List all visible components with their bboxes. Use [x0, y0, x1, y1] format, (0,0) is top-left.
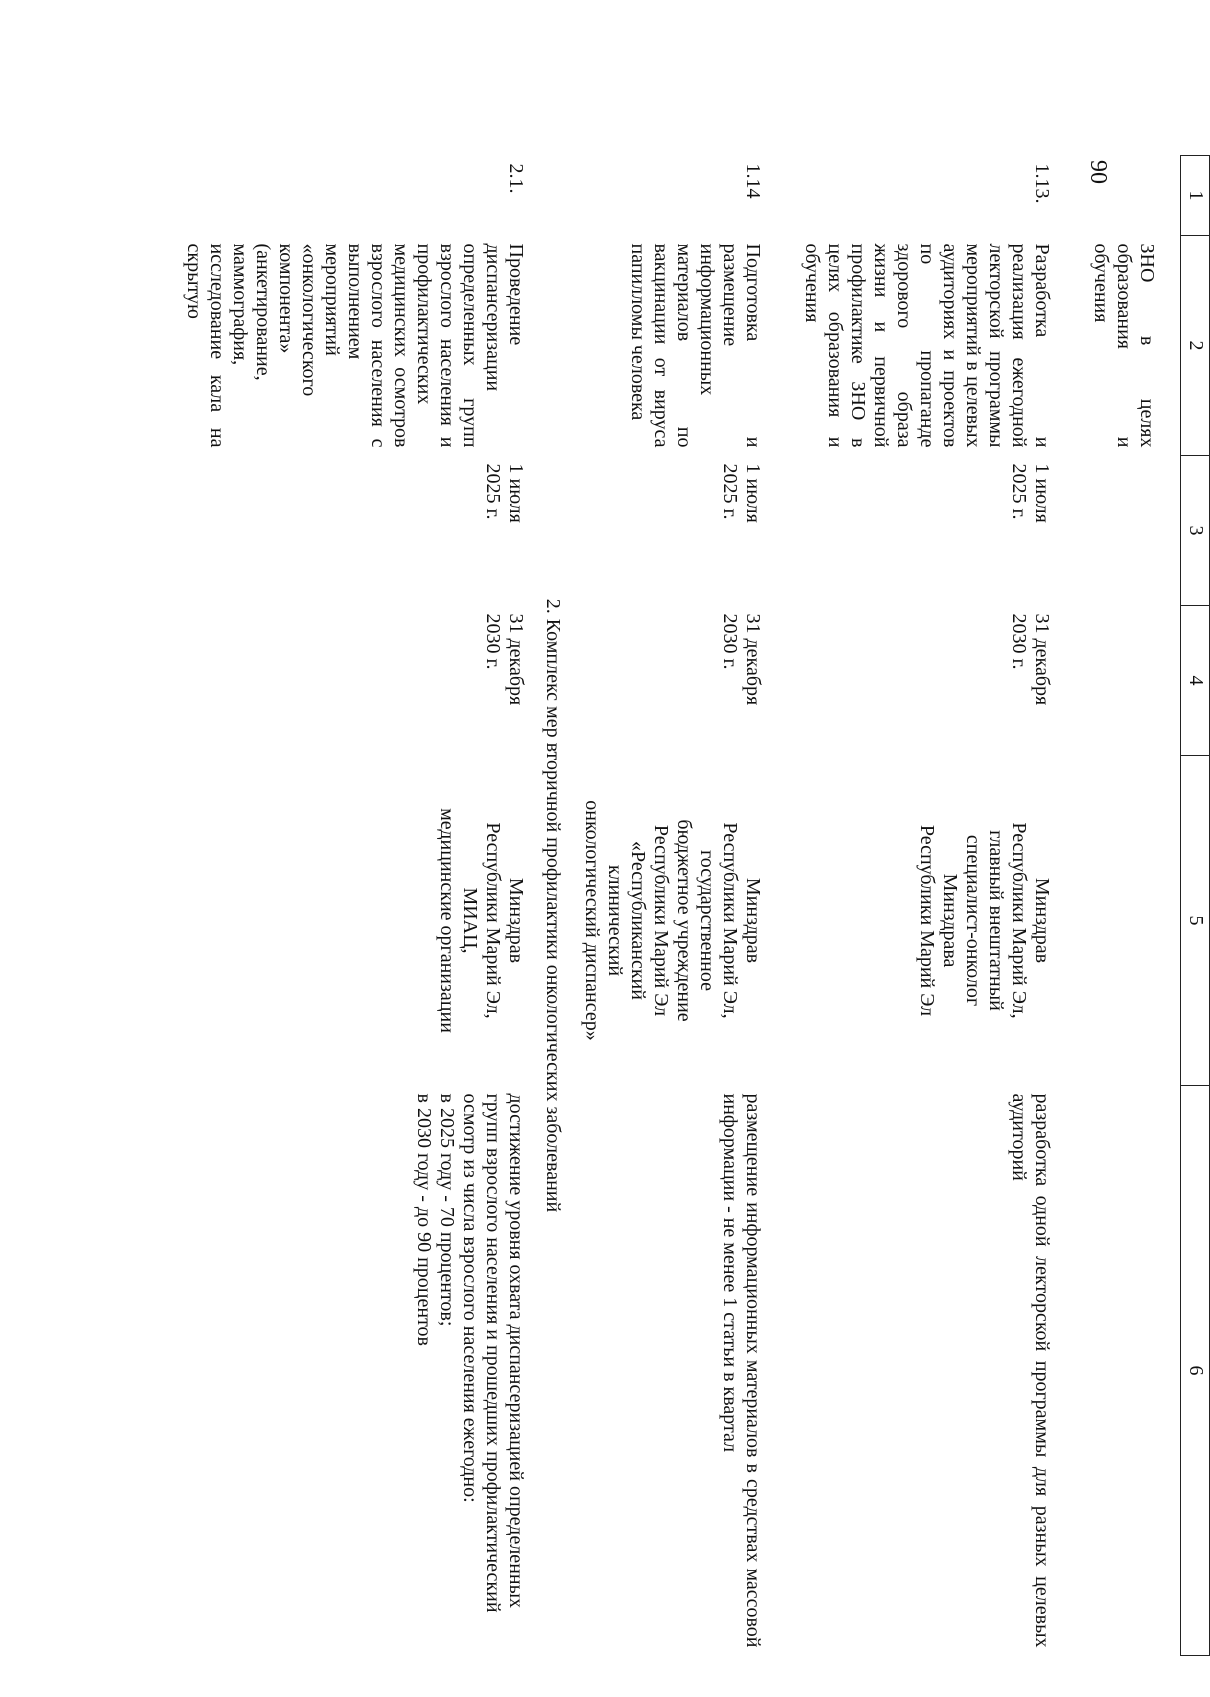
column-number: 1 — [1181, 156, 1210, 236]
result-line: в 2025 году - 70 процентов; — [436, 1093, 458, 1327]
responsible: Минздрав Республики Марий Эл, главный внештатный специалист-онколог Минздрава Республики Марий Эл — [916, 822, 1053, 1019]
column-number: 4 — [1181, 606, 1210, 756]
column-number-row — [1181, 156, 1210, 1656]
end-date: 31 декабря 2030 г. — [1008, 613, 1053, 706]
result — [182, 1086, 527, 1656]
section-heading-row — [527, 156, 580, 1656]
result-line: в 2030 году - до 90 процентов — [413, 1093, 435, 1346]
continuation-row — [1089, 156, 1181, 1656]
end-date: 31 декабря 2030 г. — [482, 613, 527, 706]
page-number: 90 — [1085, 160, 1111, 184]
end-date: 31 декабря 2030 г. — [719, 613, 764, 706]
section-title: 2. Комплекс мер вторичной профилактики онкологических заболеваний — [542, 598, 564, 1213]
action-text: Проведение диспансеризации определенных групп взрослого населения и профилактических медицинских осмотров взрослого населения с выполнением мероприятий «онкологического компонента» (анкетирование, маммография, исследование кала на скрытую — [183, 243, 527, 448]
row-number: 2.1. — [505, 163, 527, 194]
landscape-page — [160, 155, 1210, 1655]
responsible: Минздрав Республики Марий Эл, МИАЦ, медицинские организации — [436, 808, 527, 1033]
action-text: Разработка и реализация ежегодной лекторской программы мероприятий в целевых аудиториях и проектов по пропаганде здорового образа жизни и первичной профилактике ЗНО в целях образования и обучения — [801, 243, 1053, 448]
column-number: 2 — [1181, 236, 1210, 456]
column-number: 3 — [1181, 456, 1210, 606]
responsible: Минздрав Республики Марий Эл, государственное бюджетное учреждение Республики Марий Эл «Республиканский клинический онкологический диспансер» — [581, 800, 764, 1041]
action-continuation: ЗНО в целях образования и обучения — [1090, 243, 1158, 448]
measures-table — [182, 155, 1210, 1656]
row-number: 1.14 — [742, 163, 764, 199]
result: разработка одной лекторской программы для разных целевых аудиторий — [1008, 1093, 1053, 1648]
start-date: 1 июля 2025 г. — [1008, 463, 1053, 523]
action-text: Подготовка и размещение информационных материалов по вакцинации от вируса папилломы человека — [627, 243, 764, 448]
table-row — [580, 156, 764, 1656]
row-number: 1.13. — [1031, 163, 1053, 204]
result: размещение информационных материалов в средствах массовой информации - не менее 1 статьи в квартал — [719, 1093, 764, 1648]
table-row — [800, 156, 1053, 1656]
table-row — [182, 156, 527, 1656]
start-date: 1 июля 2025 г. — [719, 463, 764, 523]
column-number: 5 — [1181, 756, 1210, 1086]
start-date: 1 июля 2025 г. — [482, 463, 527, 523]
column-number: 6 — [1181, 1086, 1210, 1656]
result-line: достижение уровня охвата диспансеризацией определенных групп взрослого населения и прошедших профилактический осмотр из числа взрослого населения ежегодно: — [459, 1093, 527, 1613]
